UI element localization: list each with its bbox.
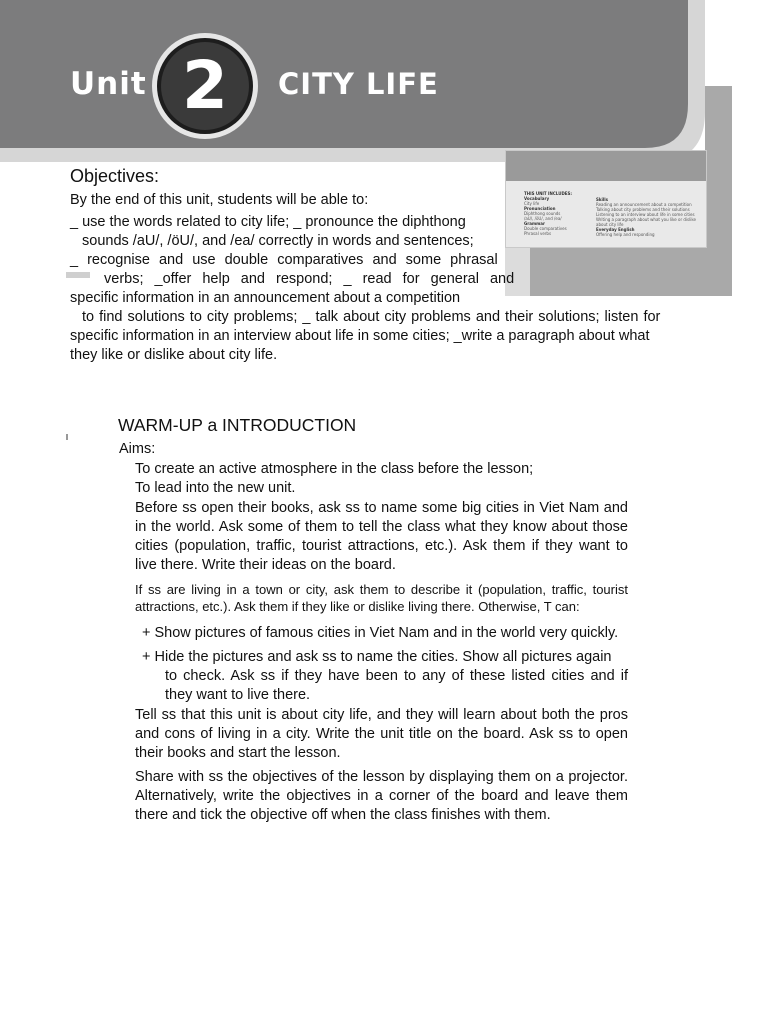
paragraph-town-or-city: If ss are living in a town or city, ask them to describe it (population, traffic, tourist attractions, etc.). Ask them if they like or dislike living there. Otherwise, T can: (135, 582, 628, 614)
thumb-line: Reading an announcement about a competition (596, 202, 692, 207)
thumb-line: Offering help and responding (596, 232, 655, 237)
bullet-hide-pictures (142, 648, 628, 705)
thumb-line: Vocabulary (524, 196, 550, 201)
objectives-list (70, 213, 699, 365)
objective-line: to find solutions to city problems; _ talk about city problems and their solutions; listen for (82, 309, 661, 325)
thumb-line: Skills (596, 197, 609, 202)
objective-line: specific information in an interview about life in some cities; _write a paragraph about what (70, 328, 650, 344)
objective-line: verbs; _offer help and respond; _ read for general and (104, 271, 515, 287)
objectives-heading: Objectives: (70, 166, 160, 186)
thumbnail-header (506, 151, 706, 181)
thumb-line: Phrasal verbs (524, 231, 552, 236)
thumb-line: Talking about city problems and their solutions (596, 207, 690, 212)
objective-line: sounds /aU/, /öU/, and /ea/ correctly in words and sentences; (82, 233, 474, 249)
warmup-heading: WARM-UP a INTRODUCTION (118, 415, 357, 435)
thumb-line: Listening to an interview about life in some cities (596, 212, 695, 217)
thumb-line: Double comparatives (524, 226, 567, 231)
unit-label: Unit (70, 66, 147, 102)
thumbnail-heading: THIS UNIT INCLUDES: (524, 191, 573, 196)
thumb-line: /aU/, /öU/, and /ea/ (524, 216, 562, 221)
aim-1: To create an active atmosphere in the class before the lesson; (135, 461, 534, 477)
bullet-hide-continuation: to check. Ask ss if they have been to any of these listed cities and if they want to live there. (165, 668, 628, 703)
aim-2: To lead into the new unit. (135, 480, 296, 496)
unit-title: CITY LIFE (278, 67, 439, 101)
thumb-line: Everyday English (596, 227, 635, 232)
thumb-line: Diphthong sounds (524, 211, 561, 216)
bullet-show-pictures: + Show pictures of famous cities in Viet Nam and in the world very quickly. (142, 625, 619, 641)
objective-line: specific information in an announcement about a competition (70, 290, 461, 306)
decorative-strip (705, 86, 732, 248)
paragraph-share-objectives: Share with ss the objectives of the lesson by displaying them on a projector. Alternatively, write the objectives in a corner of the board and leave them there and tick the objective off when the class finishes with them. (135, 769, 628, 823)
unit-number: 2 (182, 47, 228, 124)
thumb-line: Pronunciation (524, 206, 556, 211)
paragraph-before-books: Before ss open their books, ask ss to name some big cities in Viet Nam and in the world. Ask some of them to tell the class what they know about those cities (population, traffic, tourist attractions, etc.). Ask them if they want to live there. Write their ideas on the board. (135, 500, 628, 573)
scan-mark (66, 434, 68, 440)
aims-label: Aims: (119, 441, 156, 457)
objective-line: _ recognise and use double comparatives and some phrasal (70, 252, 498, 268)
objective-line: _ use the words related to city life; _ pronounce the diphthong (70, 214, 466, 230)
thumb-line: Writing a paragraph about what you like or dislike about city life (596, 217, 696, 227)
thumb-line: City life (524, 201, 540, 206)
objective-line: they like or dislike about city life. (70, 347, 278, 363)
bullet-hide-first-line: + Hide the pictures and ask ss to name the cities. Show all pictures again (142, 649, 612, 665)
scan-mark (66, 272, 90, 278)
objectives-intro: By the end of this unit, students will be able to: (70, 192, 369, 208)
thumb-line: Grammar (524, 221, 545, 226)
paragraph-unit-intro: Tell ss that this unit is about city life, and they will learn about both the pros and cons of living in a city. Write the unit title on the board. Ask ss to open their books and start the lesson. (135, 707, 628, 761)
